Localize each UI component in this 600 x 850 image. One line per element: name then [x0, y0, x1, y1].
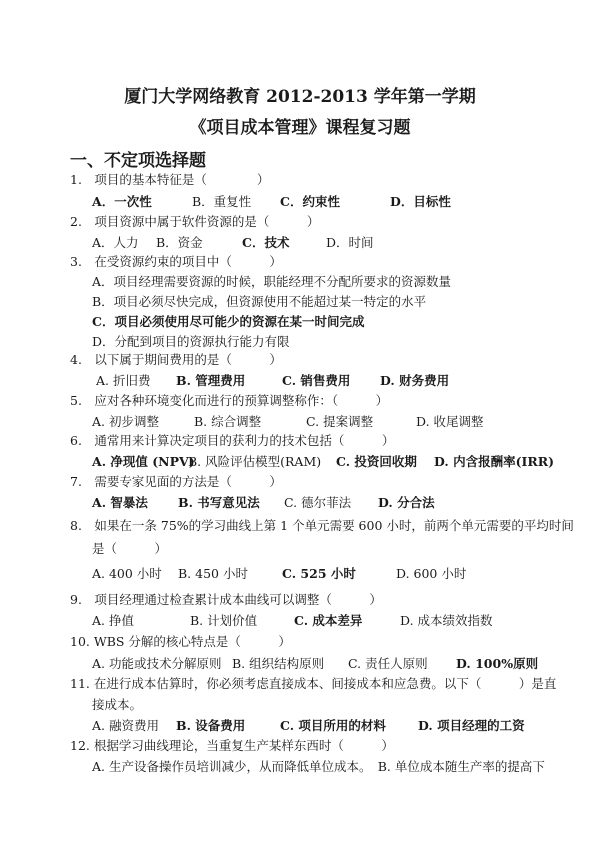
option-d: D. 600 小时 [396, 566, 467, 581]
course-title: 《项目成本管理》课程复习题 [189, 118, 411, 138]
question-8-options [92, 566, 466, 582]
option-a: A. 折旧费 [96, 373, 151, 388]
option-a: A. 融资费用 [92, 718, 159, 733]
option-c: C. 德尔菲法 [284, 495, 352, 510]
option-b: B. 设备费用 [176, 718, 246, 733]
option-d: D. 财务费用 [380, 373, 450, 388]
option-b: B. 计划价值 [190, 613, 258, 628]
question-1-options [92, 194, 451, 210]
option-c: C．技术 [242, 235, 290, 250]
question-6-options [92, 454, 554, 470]
option-d: D．目标性 [390, 194, 451, 209]
option-d: D. 100%原则 [456, 656, 539, 671]
option-d: D. 收尾调整 [416, 414, 484, 429]
question-12-option-a-b: A. 生产设备操作员培训减少，从而降低单位成本。 B. 单位成本随生产率的提高下 [92, 759, 545, 774]
question-4: 4. 以下属于期间费用的是（ ） [70, 352, 282, 367]
question-11: 11. 在进行成本估算时，你必须考虑直接成本、间接成本和应急费。以下（ ）是直 [70, 676, 557, 691]
question-8-continued: 是（ ） [92, 541, 168, 556]
question-1: 1. 项目的基本特征是（ ） [70, 172, 270, 187]
question-11-continued: 接成本。 [92, 697, 143, 712]
question-9: 9. 项目经理通过检查累计成本曲线可以调整（ ） [70, 592, 382, 607]
question-5-options [92, 414, 484, 430]
option-a: A. 400 小时 [92, 566, 162, 581]
question-8: 8. 如果在一条 75%的学习曲线上第 1 个单元需要 600 小时，前两个单元需要的平均时间 [70, 518, 574, 533]
question-2: 2. 项目资源中属于软件资源的是（ ） [70, 214, 320, 229]
question-2-options [92, 235, 374, 251]
option-c: C. 提案调整 [306, 414, 374, 429]
question-3: 3. 在受资源约束的项目中（ ） [70, 254, 282, 269]
option-a: A. 功能或技术分解原则 [92, 656, 222, 671]
option-d: D. 内含报酬率(IRR) [434, 454, 555, 469]
question-12: 12. 根据学习曲线理论，当重复生产某样东西时（ ） [70, 738, 394, 753]
option-b: B．重复性 [192, 194, 252, 209]
option-b: B. 书写意见法 [178, 495, 260, 510]
option-a: A．人力 [92, 235, 139, 250]
question-7: 7. 需要专家见面的方法是（ ） [70, 474, 282, 489]
question-4-options [96, 373, 449, 389]
option-a: A. 智暴法 [92, 495, 148, 510]
question-3-option-d: D．分配到项目的资源执行能力有限 [92, 334, 290, 349]
option-d: D. 项目经理的工资 [418, 718, 525, 733]
option-c: C. 525 小时 [282, 566, 356, 581]
option-b: B. 管理费用 [176, 373, 246, 388]
option-d: D. 成本绩效指数 [400, 613, 493, 628]
option-c: C. 项目所用的材料 [280, 718, 386, 733]
option-a: A. 净现值 (NPV) [92, 454, 195, 469]
option-b: B．资金 [156, 235, 203, 250]
option-b: B. 组织结构原则 [232, 656, 325, 671]
question-10-options [92, 656, 538, 672]
option-c: C. 成本差异 [294, 613, 363, 628]
option-c: C. 责任人原则 [348, 656, 428, 671]
question-3-option-b: B．项目必须尽快完成，但资源使用不能超过某一特定的水平 [92, 294, 427, 309]
option-d: D. 分合法 [378, 495, 435, 510]
question-3-option-c: C．项目必须使用尽可能少的资源在某一时间完成 [92, 314, 365, 329]
option-c: C. 销售费用 [282, 373, 351, 388]
exam-title: 厦门大学网络教育 2012-2013 学年第一学期 [124, 87, 476, 107]
option-b: B. 综合调整 [194, 414, 262, 429]
option-d: D．时间 [326, 235, 374, 250]
question-6: 6. 通常用来计算决定项目的获利力的技术包括（ ） [70, 433, 395, 448]
question-9-options [92, 613, 493, 629]
section-heading: 一、不定项选择题 [70, 151, 206, 171]
question-11-options [92, 718, 525, 734]
option-a: A．一次性 [92, 194, 152, 209]
option-a: A. 初步调整 [92, 414, 159, 429]
question-7-options [92, 495, 435, 511]
option-a: A. 挣值 [92, 613, 134, 628]
option-c: C. 投资回收期 [336, 454, 417, 469]
question-3-option-a: A．项目经理需要资源的时候，职能经理不分配所要求的资源数量 [92, 274, 452, 289]
option-b: B. 风险评估模型(RAM) [188, 454, 322, 469]
question-5: 5. 应对各种环境变化而进行的预算调整称作：（ ） [70, 393, 389, 408]
option-b: B. 450 小时 [178, 566, 248, 581]
question-10: 10. WBS 分解的核心特点是（ ） [70, 634, 291, 649]
option-c: C．约束性 [280, 194, 340, 209]
